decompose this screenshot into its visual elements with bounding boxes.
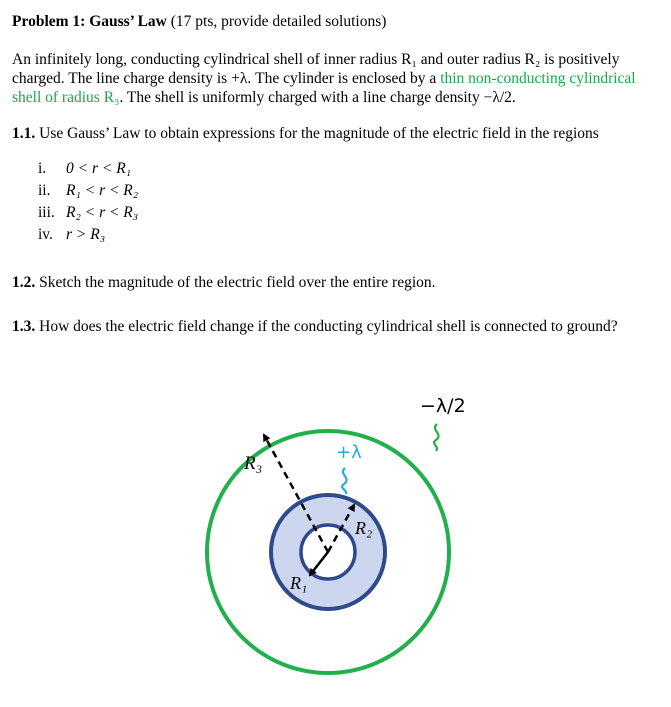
r1-label: R₁	[290, 573, 308, 593]
question-1-1-number: 1.1.	[12, 125, 36, 142]
list-item-number: iii.	[38, 204, 55, 221]
question-1-2-text: Sketch the magnitude of the electric field over the entire region.	[39, 274, 436, 291]
list-item-number: i.	[38, 160, 47, 177]
list-item-expr: R₁ < r < R₂	[66, 182, 139, 199]
question-1-2-number: 1.2.	[12, 274, 36, 291]
problem-label: Problem 1: Gauss’ Law	[12, 13, 167, 30]
list-item-expr: r > R₃	[66, 226, 106, 243]
intro-green-text: thin non-conducting cylindrical shell of radius R₃	[12, 70, 636, 106]
question-1-1-text: Use Gauss’ Law to obtain expressions for the magnitude of the electric field in the regions	[39, 125, 599, 142]
question-1-3-text: How does the electric field change if the conducting cylindrical shell is connected to ground?	[39, 318, 618, 335]
outer-charge-label: −λ/2	[420, 395, 466, 417]
r3-label: R₃	[244, 453, 263, 474]
problem-points: (17 pts, provide detailed solutions)	[170, 13, 387, 30]
r2-label: R₂	[355, 518, 373, 538]
list-item-number: ii.	[38, 182, 51, 199]
intro-text-1: An infinitely long, conducting cylindrical shell of inner radius R₁ and outer radius R₂ is positively charged. The line charge density is +λ. The cylinder is enclosed by a	[12, 51, 620, 87]
intro-text-2: . The shell is uniformly charged with a line charge density −λ/2.	[119, 89, 516, 106]
list-item-expr: 0 < r < R₁	[66, 160, 132, 177]
question-1-3-number: 1.3.	[12, 318, 36, 335]
list-item-number: iv.	[38, 226, 53, 243]
list-item-expr: R₂ < r < R₃	[66, 204, 139, 221]
outer-charge-pointer	[434, 424, 439, 451]
inner-charge-pointer	[342, 468, 346, 494]
inner-charge-label: +λ	[336, 442, 362, 463]
